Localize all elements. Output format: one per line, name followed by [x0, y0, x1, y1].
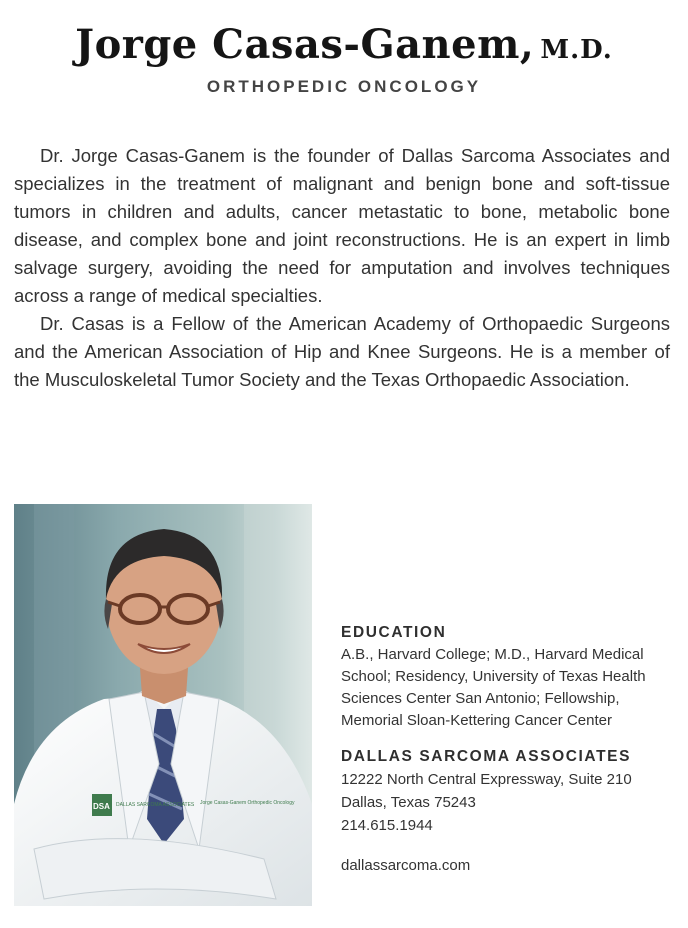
coat-embroidery-text: Jorge Casas-Ganem Orthopedic Oncology: [200, 800, 295, 806]
practice-section: [341, 748, 671, 874]
specialty-title: ORTHOPEDIC ONCOLOGY: [206, 77, 482, 96]
portrait-illustration: [14, 504, 312, 906]
doctor-portrait-photo: [14, 504, 312, 906]
practice-heading: DALLAS SARCOMA ASSOCIATES: [341, 748, 632, 765]
education-text: A.B., Harvard College; M.D., Harvard Medical School; Residency, University of Texas Health Sciences Center San Antonio; Fellowship, Memorial Sloan-Kettering Cancer Center: [341, 646, 646, 729]
phone-number: 214.615.1944: [341, 817, 433, 834]
coat-logo-text: DSA: [93, 802, 110, 811]
coat-practice-text: DALLAS SARCOMA ASSOCIATES: [116, 802, 195, 808]
doctor-name: Jorge Casas-Ganem,: [75, 21, 535, 68]
address-line-2: Dallas, Texas 75243: [341, 794, 476, 811]
bio-paragraph-1: Dr. Jorge Casas-Ganem is the founder of Dallas Sarcoma Associates and specializes in the treatment of malignant and benign bone and soft-tissue tumors in children and adults, cancer metastatic to bone, metabolic bone disease, and complex bone and joint reconstructions. He is an expert in limb salvage surgery, avoiding the need for amputation and involves techniques across a range of medical specialties.: [14, 145, 670, 306]
bio-paragraph-2: Dr. Casas is a Fellow of the American Academy of Orthopaedic Surgeons and the American Association of Hip and Knee Surgeons. He is a member of the Musculoskeletal Tumor Society and the Texas Orthopaedic Association.: [14, 313, 670, 390]
education-heading: EDUCATION: [341, 624, 447, 641]
address-line-1: 12222 North Central Expressway, Suite 210: [341, 771, 632, 788]
contact-info: [341, 624, 671, 874]
biography: [14, 142, 670, 394]
credential: M.D.: [540, 35, 613, 65]
website-link[interactable]: dallassarcoma.com: [341, 857, 471, 874]
profile-header: [0, 22, 688, 97]
doctor-name-heading: [0, 22, 688, 73]
